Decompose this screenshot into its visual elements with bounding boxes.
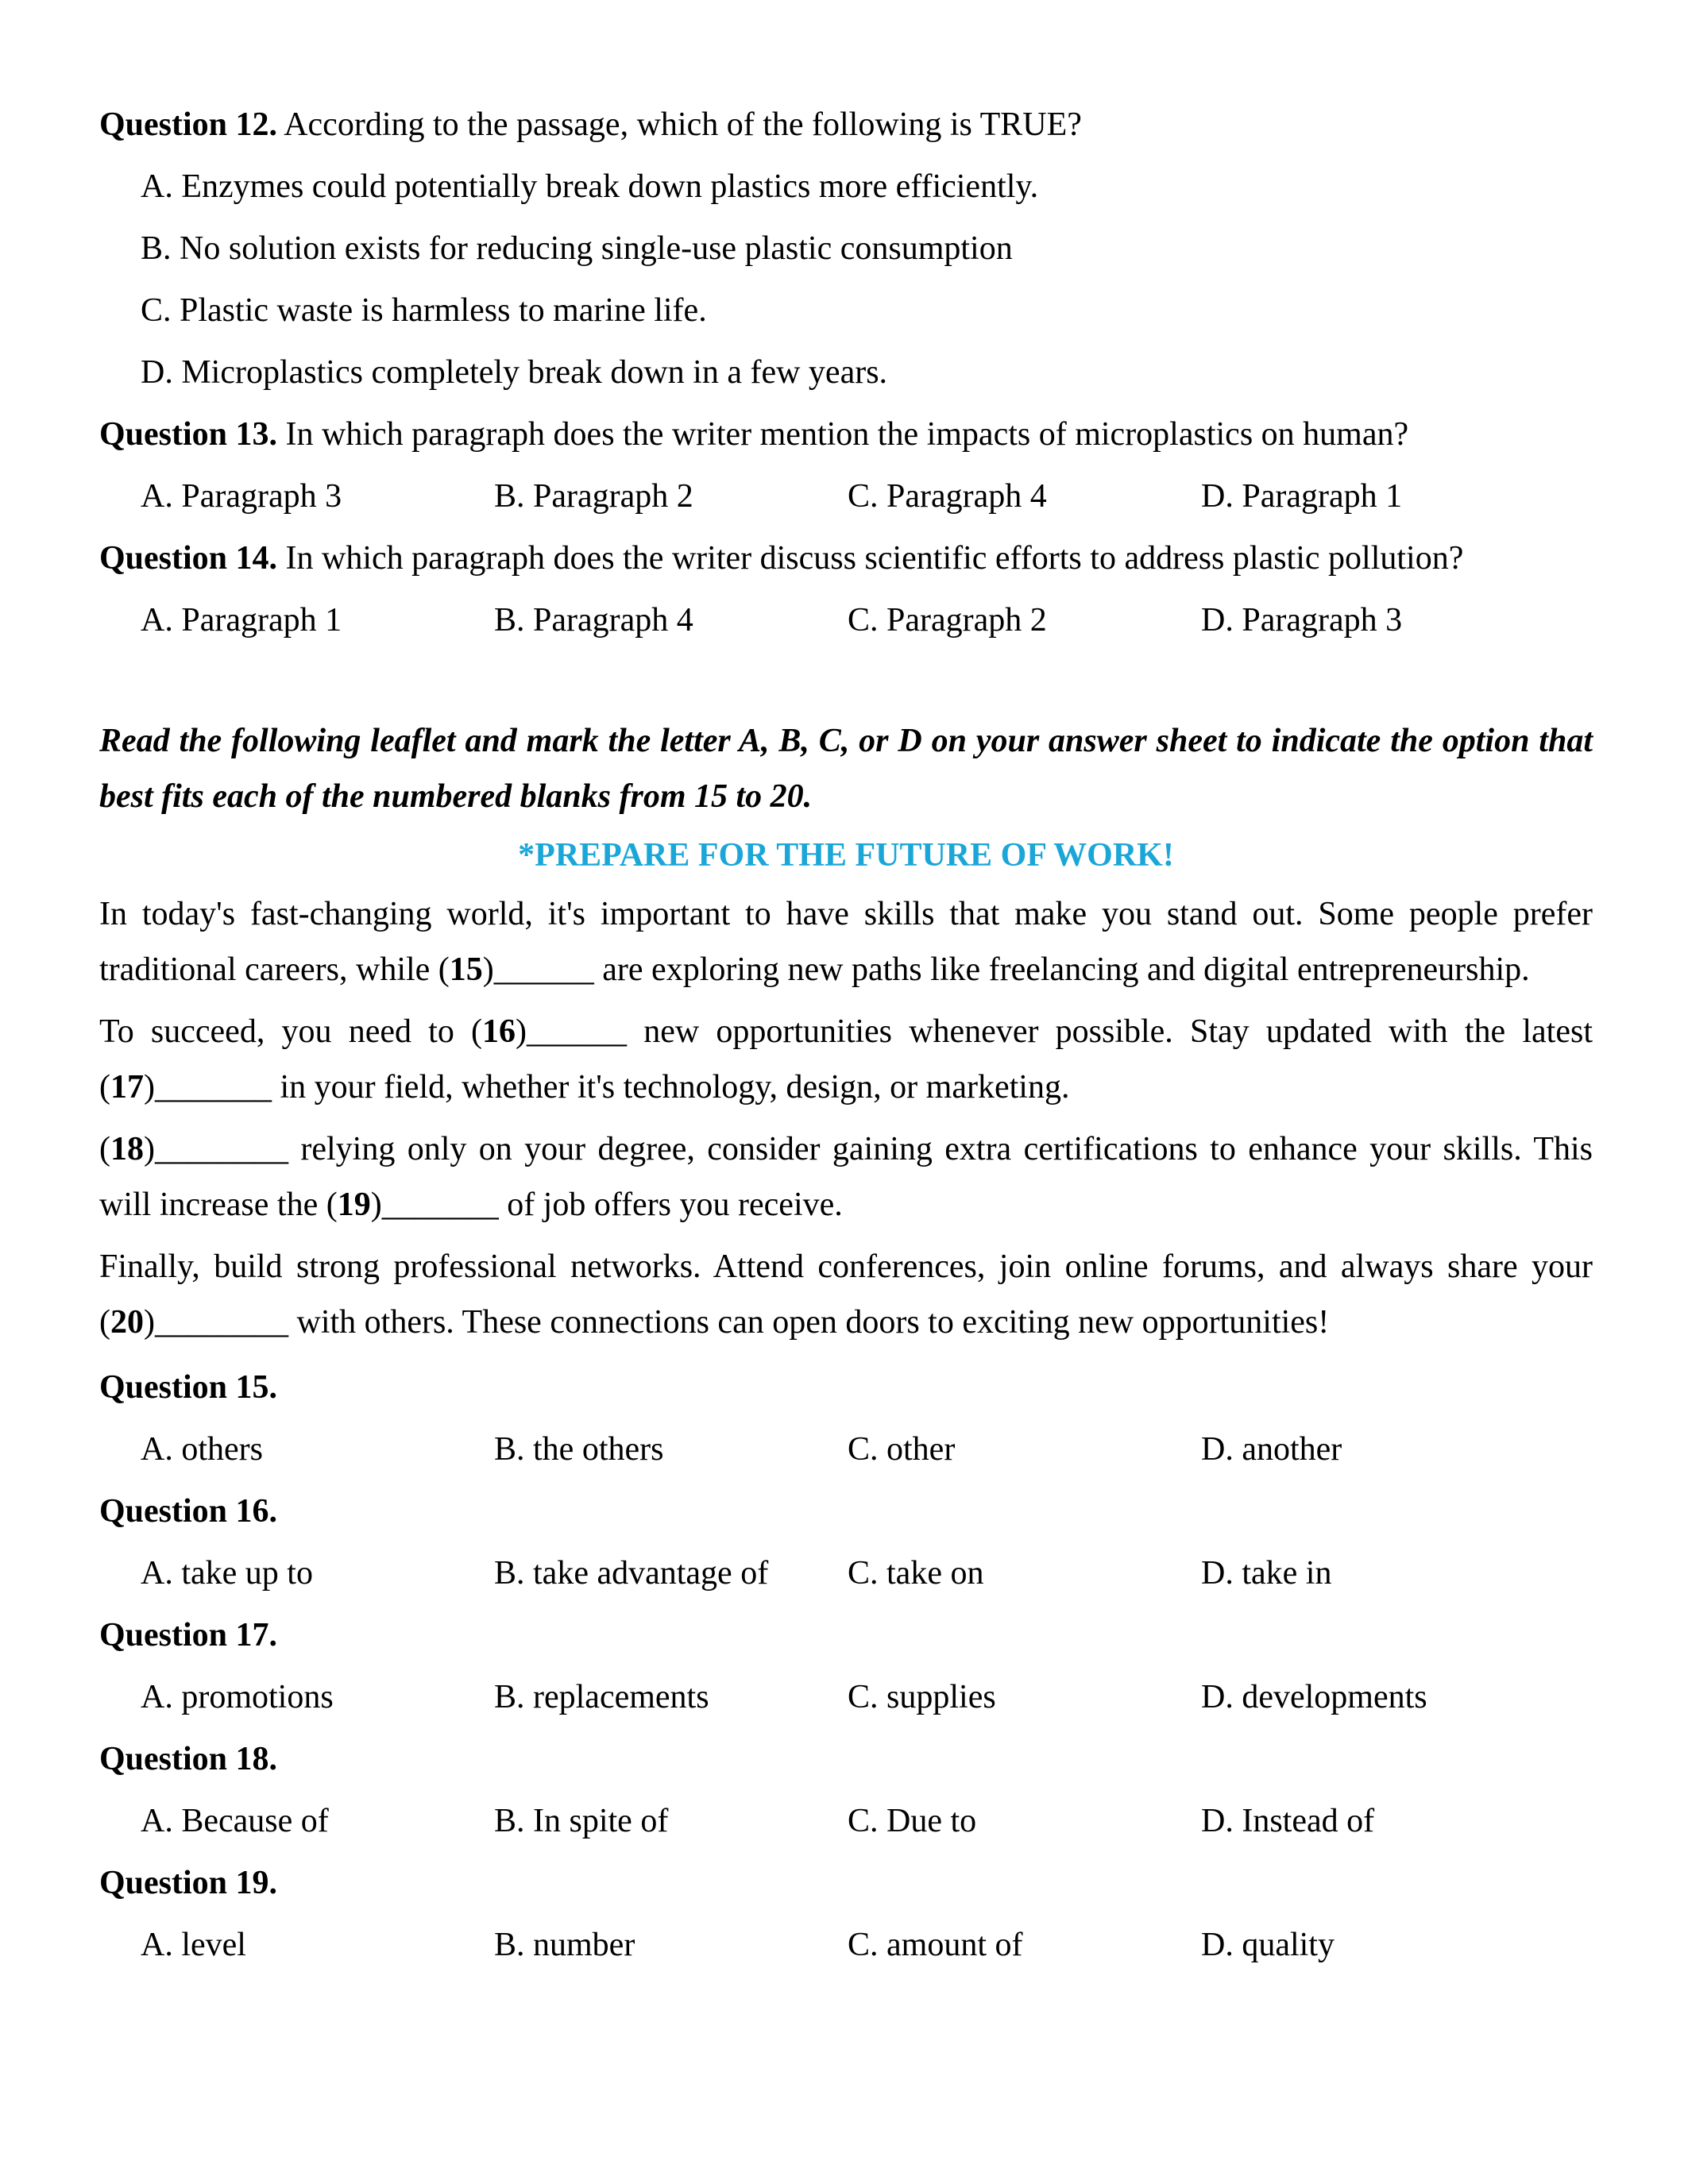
question-14 [99,527,1593,589]
options-row [99,589,1593,651]
leaflet-paragraph-3 [99,1121,1593,1233]
options-row [99,1790,1593,1852]
option-d: D. developments [1201,1679,1427,1715]
option-d: D. Paragraph 3 [1201,602,1403,639]
question-label: Question 15. [99,1369,278,1406]
option-c: C. Due to [848,1803,977,1839]
option-b: B. the others [494,1431,664,1468]
blank-number: 18 [110,1131,144,1167]
question-label: Question 13. [99,416,278,453]
question-text: According to the passage, which of the following is TRUE? [277,106,1082,143]
question-17 [99,1604,1593,1666]
option-c: C. amount of [848,1927,1023,1963]
paragraph-text: )_______ in your field, whether it's technology, design, or marketing. [144,1069,1070,1106]
section-spacer [99,651,1593,713]
options-row [99,1542,1593,1604]
option-b: B. Paragraph 4 [494,602,693,639]
paragraph-text: )________ with others. These connections can open doors to exciting new opportunities! [144,1304,1330,1341]
paragraph-text: ( [99,1131,110,1167]
question-15 [99,1356,1593,1418]
option-a: A. Because of [141,1803,329,1839]
blank-number: 16 [482,1013,516,1050]
option-d: D. another [1201,1431,1342,1468]
question-19 [99,1852,1593,1914]
question-12 [99,94,1593,156]
option-a: A. Enzymes could potentially break down plastics more efficiently. [141,168,1039,205]
paragraph-text: )______ are exploring new paths like freelancing and digital entrepreneurship. [482,951,1530,988]
option-a: A. promotions [141,1679,334,1715]
option-a: A. level [141,1927,246,1963]
paragraph-text: )______ new opportunities whenever possible. Stay updated with the latest ( [99,1013,1593,1106]
option-d: D. take in [1201,1555,1332,1592]
option-c: C. take on [848,1555,984,1592]
question-text: In which paragraph does the writer discuss scientific efforts to address plastic pollution? [277,540,1464,577]
options-row [99,465,1593,527]
question-label: Question 16. [99,1493,278,1530]
option-d: D. Microplastics completely break down in a few years. [141,354,888,391]
option-b: B. No solution exists for reducing single-use plastic consumption [141,230,1013,267]
option-a: A. Paragraph 1 [141,602,342,639]
blank-number: 20 [110,1304,144,1341]
option-b: B. replacements [494,1679,709,1715]
leaflet-title: *PREPARE FOR THE FUTURE OF WORK! [518,837,1174,874]
option-b: B. number [494,1927,635,1963]
question-label: Question 17. [99,1617,278,1653]
option-b: B. Paragraph 2 [494,478,693,515]
section-instruction: Read the following leaflet and mark the letter A, B, C, or D on your answer sheet to indicate the option that best fits each of the numbered blanks from 15 to 20. [99,723,1593,815]
question-13 [99,403,1593,465]
options-row [99,1914,1593,1976]
paragraph-text: Finally, build strong professional networks. Attend conferences, join online forums, and always share your ( [99,1248,1593,1341]
options-row [99,1418,1593,1480]
blank-number: 15 [449,951,483,988]
option-c: C. supplies [848,1679,996,1715]
blank-number: 17 [110,1069,144,1106]
exam-page [99,94,1593,1976]
leaflet-paragraph-2 [99,1004,1593,1115]
option-a: A. Paragraph 3 [141,478,342,515]
leaflet-paragraph-4 [99,1239,1593,1350]
option-c: C. Plastic waste is harmless to marine life. [141,292,707,329]
option-b: B. In spite of [494,1803,669,1839]
paragraph-text: )________ relying only on your degree, consider gaining extra certifications to enhance your skills. This will increase the ( [99,1131,1593,1223]
option-b: B. take advantage of [494,1555,769,1592]
question-label: Question 18. [99,1741,278,1777]
question-18 [99,1728,1593,1790]
question-text: In which paragraph does the writer mention the impacts of microplastics on human? [277,416,1409,453]
option-d: D. quality [1201,1927,1335,1963]
option-d: D. Instead of [1201,1803,1375,1839]
option-c: C. Paragraph 2 [848,602,1047,639]
paragraph-text: To succeed, you need to ( [99,1013,483,1050]
paragraph-text: )_______ of job offers you receive. [370,1187,843,1223]
question-label: Question 14. [99,540,278,577]
question-16 [99,1480,1593,1542]
blank-number: 19 [337,1187,371,1223]
question-label: Question 19. [99,1865,278,1901]
paragraph-text: In today's fast-changing world, it's important to have skills that make you stand out. Some people prefer traditional careers, while ( [99,896,1593,988]
option-a: A. others [141,1431,263,1468]
leaflet-paragraph-1 [99,886,1593,997]
option-c: C. Paragraph 4 [848,478,1047,515]
option-a: A. take up to [141,1555,313,1592]
options-row [99,1666,1593,1728]
option-d: D. Paragraph 1 [1201,478,1403,515]
option-c: C. other [848,1431,956,1468]
question-label: Question 12. [99,106,278,143]
